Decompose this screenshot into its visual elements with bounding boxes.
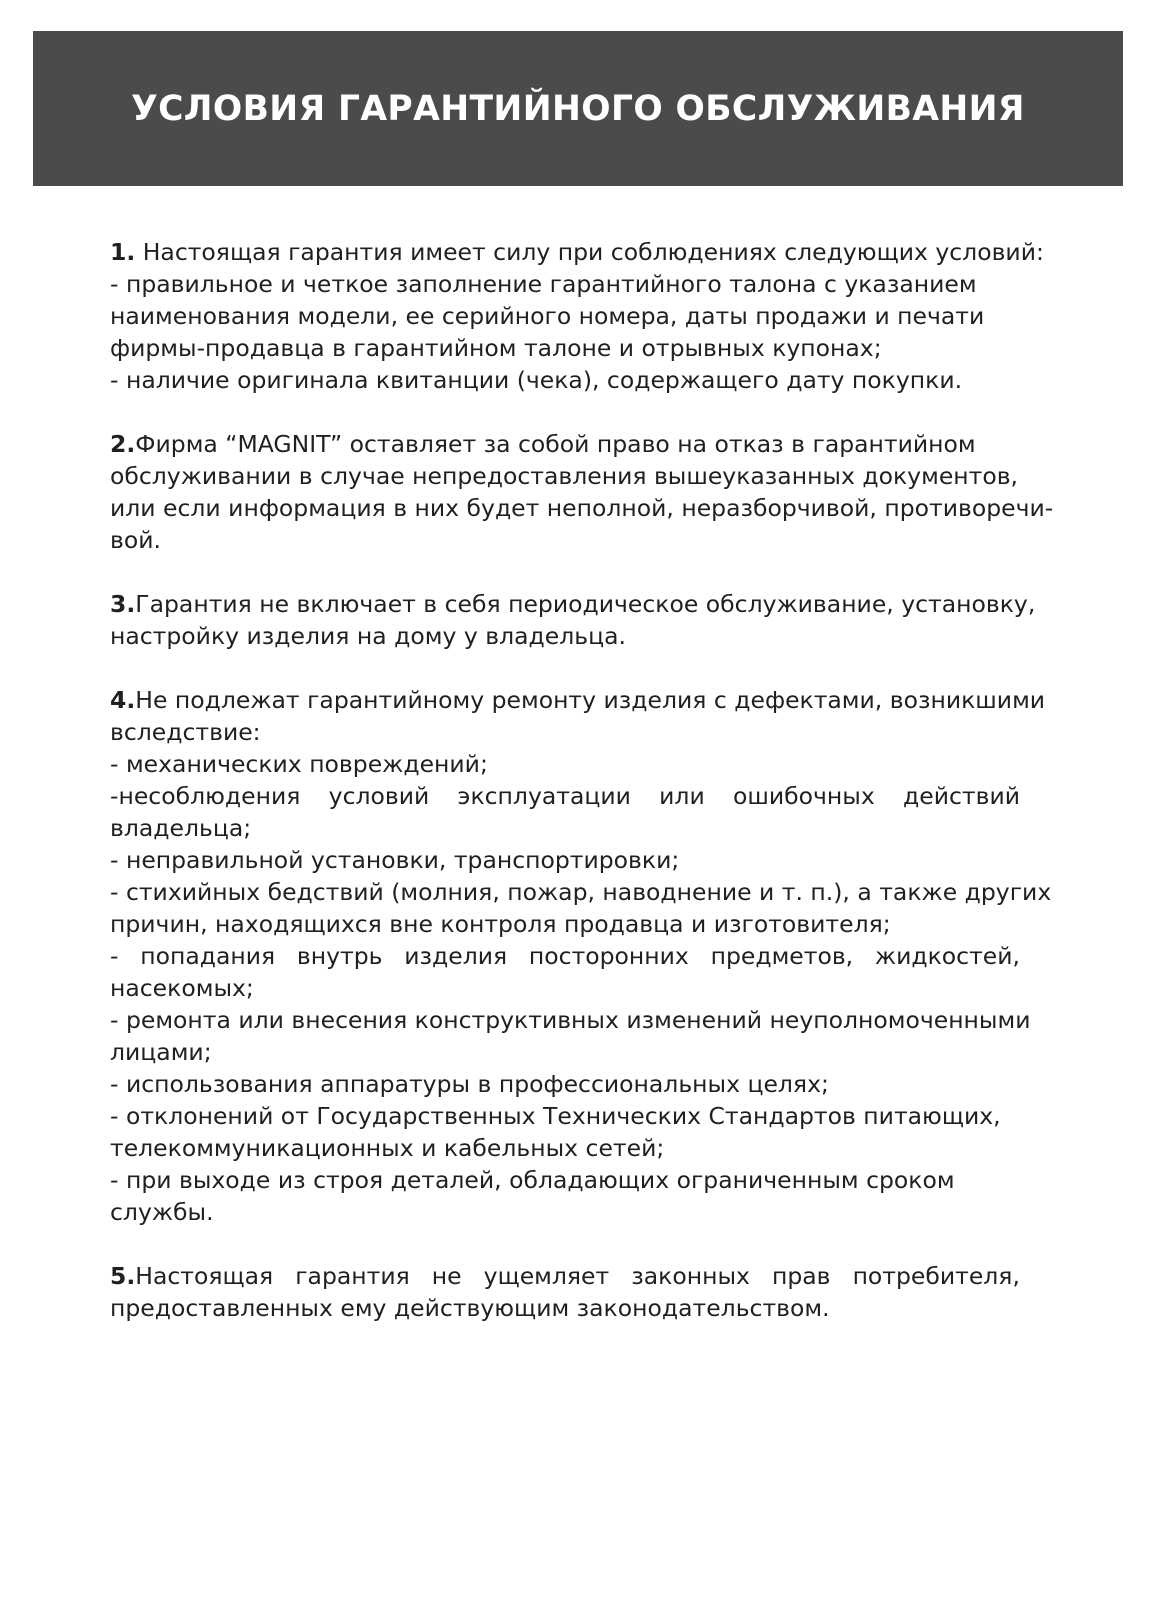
section-line: - неправильной установки, транспортировки; <box>110 846 680 874</box>
section-line <box>110 588 1036 620</box>
section-number: 5. <box>110 1262 136 1290</box>
section-line: вследствие: <box>110 718 261 746</box>
word: -несоблюдения <box>110 782 301 810</box>
section-line: лицами; <box>110 1038 212 1066</box>
section-line: - правильное и четкое заполнение гарантийного талона с указанием <box>110 270 977 298</box>
word: гарантия <box>295 1262 410 1290</box>
section-line: владельца; <box>110 814 252 842</box>
word: эксплуатации <box>457 782 631 810</box>
section-line: предоставленных ему действующим законодательством. <box>110 1294 830 1322</box>
section-line <box>110 236 1044 268</box>
section-line: причин, находящихся вне контроля продавца и изготовителя; <box>110 910 891 938</box>
section-number: 2. <box>110 430 136 458</box>
word: попадания <box>140 942 276 970</box>
section-number: 1. <box>110 238 136 266</box>
word: законных <box>631 1262 750 1290</box>
section-line: наименования модели, ее серийного номера, даты продажи и печати <box>110 302 985 330</box>
warranty-terms <box>110 236 1054 1356</box>
word: действий <box>903 782 1020 810</box>
section-text: Гарантия не включает в себя периодическое обслуживание, установку, <box>135 590 1036 618</box>
section-line <box>110 1260 1020 1292</box>
section-number: 4. <box>110 686 136 714</box>
section-line: службы. <box>110 1198 214 1226</box>
section-line: - отклонений от Государственных Технических Стандартов питающих, <box>110 1102 1001 1130</box>
word: внутрь <box>296 942 383 970</box>
section-text: Настоящая гарантия имеет силу при соблюдениях следующих условий: <box>135 238 1044 266</box>
section-line <box>110 684 1046 716</box>
section-line: - ремонта или внесения конструктивных изменений неуполномоченными <box>110 1006 1031 1034</box>
word: условий <box>328 782 430 810</box>
word: изделия <box>404 942 508 970</box>
section-line: - использования аппаратуры в профессиональных целях; <box>110 1070 829 1098</box>
section-line: вой. <box>110 526 161 554</box>
section-line: - наличие оригинала квитанции (чека), содержащего дату покупки. <box>110 366 963 394</box>
section-line <box>110 940 1020 972</box>
word: ущемляет <box>483 1262 610 1290</box>
section-line: фирмы-продавца в гарантийном талоне и отрывных купонах; <box>110 334 882 362</box>
section-5 <box>110 1260 1025 1324</box>
section-line: - механических повреждений; <box>110 750 488 778</box>
section-line: - при выходе из строя деталей, обладающих ограниченным сроком <box>110 1166 955 1194</box>
section-line: - стихийных бедствий (молния, пожар, наводнение и т. п.), а также других <box>110 878 1052 906</box>
section-3 <box>110 588 1036 652</box>
word: ошибочных <box>733 782 875 810</box>
word: предметов, <box>710 942 854 970</box>
section-1 <box>110 236 1044 396</box>
word: 5.Настоящая <box>110 1262 274 1290</box>
word: прав <box>771 1262 831 1290</box>
section-text: Фирма “MAGNIT” оставляет за собой право на отказ в гарантийном <box>135 430 976 458</box>
word: жидкостей, <box>874 942 1020 970</box>
section-text: Не подлежат гарантийному ремонту изделия с дефектами, возникшими <box>135 686 1046 714</box>
word: - <box>110 942 119 970</box>
section-line: или если информация в них будет неполной, неразборчивой, противоречи- <box>110 494 1054 522</box>
header-bar <box>33 31 1123 186</box>
word: или <box>659 782 705 810</box>
section-2 <box>110 428 1054 556</box>
section-4 <box>110 684 1052 1228</box>
section-line: телекоммуникационных и кабельных сетей; <box>110 1134 665 1162</box>
word: посторонних <box>528 942 689 970</box>
section-line: настройку изделия на дому у владельца. <box>110 622 626 650</box>
section-number: 3. <box>110 590 136 618</box>
section-line: обслуживании в случае непредоставления вышеуказанных документов, <box>110 462 1019 490</box>
word: потребителя, <box>852 1262 1020 1290</box>
section-line: насекомых; <box>110 974 254 1002</box>
section-line <box>110 428 1025 460</box>
word: не <box>431 1262 462 1290</box>
section-line <box>110 780 1020 812</box>
page-title: УСЛОВИЯ ГАРАНТИЙНОГО ОБСЛУЖИВАНИЯ <box>131 88 1025 129</box>
